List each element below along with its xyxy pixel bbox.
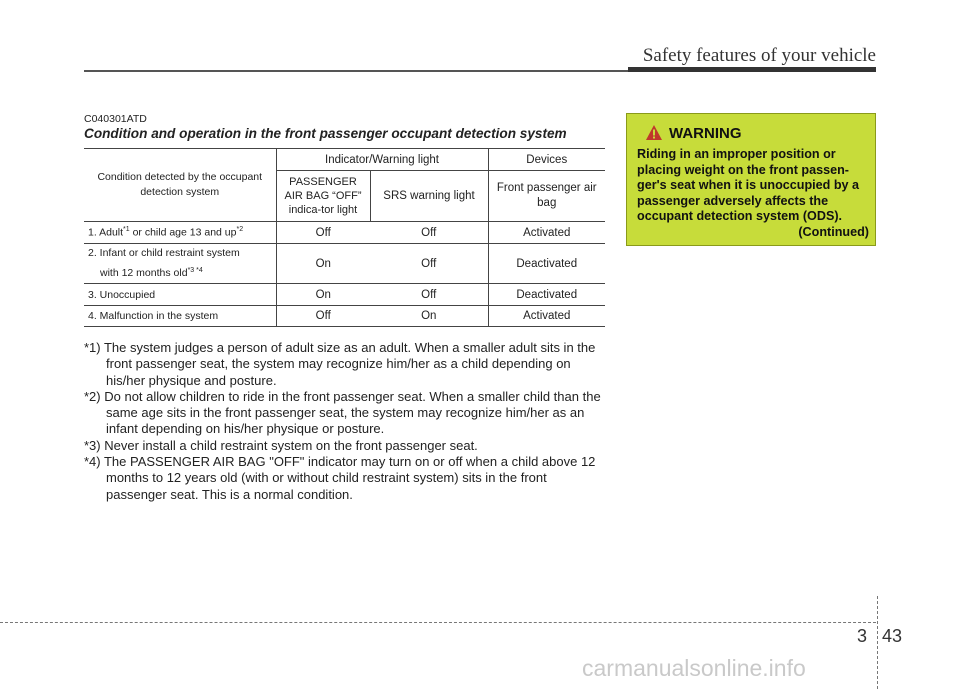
header-indicator-group: Indicator/Warning light xyxy=(276,149,488,171)
ods-table xyxy=(84,148,605,327)
footnote-1: *1) The system judges a person of adult size as an adult. When a smaller adult sits in the front passenger seat, the system may recognize him/her as a child depending on his/her physique and posture. xyxy=(84,340,596,388)
row-srs-value: Off xyxy=(370,222,488,244)
table-row xyxy=(84,244,605,284)
section-code: C040301ATD xyxy=(84,113,147,125)
row-airbag-value: Deactivated xyxy=(488,284,605,306)
row-airbag-value: Deactivated xyxy=(488,244,605,284)
footer-divider xyxy=(877,596,878,689)
header-devices: Devices xyxy=(488,149,605,171)
row-pab-value: On xyxy=(276,244,370,284)
footnotes xyxy=(84,340,604,503)
warning-text: Riding in an improper position or placing weight on the front passen-ger's seat when it is unoccupied by a passenger adversely affects the occupant detection system (ODS). xyxy=(637,147,860,224)
warning-triangle-icon xyxy=(645,124,663,145)
footnote-3: *3) Never install a child restraint system on the front passenger seat. xyxy=(84,437,478,453)
header-srs-light: SRS warning light xyxy=(370,171,488,222)
row-srs-value: On xyxy=(370,306,488,327)
header-bar xyxy=(628,67,876,72)
row-srs-value: Off xyxy=(370,244,488,284)
header-condition: Condition detected by the occupant detection system xyxy=(84,149,276,222)
row-pab-value: On xyxy=(276,284,370,306)
section-title: Condition and operation in the front passenger occupant detection system xyxy=(84,126,567,141)
warning-title: WARNING xyxy=(669,125,742,142)
footnote-2: *2) Do not allow children to ride in the front passenger seat. When a smaller child than the same age sits in the front passenger seat, the system may recognize him/her as an infant depending on his/her physique or posture. xyxy=(84,388,601,437)
table-row xyxy=(84,284,605,306)
table-row xyxy=(84,306,605,327)
chapter-number: 3 xyxy=(857,626,868,646)
row-condition: 3. Unoccupied xyxy=(84,284,276,306)
watermark: carmanualsonline.info xyxy=(582,655,806,681)
row-condition: 4. Malfunction in the system xyxy=(84,306,276,327)
footer-rule xyxy=(0,622,876,623)
page-number: 43 xyxy=(882,626,903,646)
footnote-4: *4) The PASSENGER AIR BAG "OFF" indicator may turn on or off when a child above 12 months to 12 years old (with or without child restraint system) sits in the front passenger seat. This is a normal condition. xyxy=(84,454,596,502)
header-front-airbag: Front passenger air bag xyxy=(488,171,605,222)
row-condition: 2. Infant or child restraint system with 12 months old$^{*3 *4}$ xyxy=(84,244,276,284)
row-airbag-value: Activated xyxy=(488,306,605,327)
warning-box xyxy=(626,113,876,246)
row-pab-value: Off xyxy=(276,222,370,244)
page-header-title: Safety features of your vehicle xyxy=(642,45,876,66)
header-pab-indicator: PASSENGER AIR BAG “OFF” indica-tor light xyxy=(276,171,370,222)
row-pab-value: Off xyxy=(276,306,370,327)
row-airbag-value: Activated xyxy=(488,222,605,244)
table-row xyxy=(84,222,605,244)
row-condition: 1. Adult$^{*1}$ or child age 13 and $up^{*2}$ xyxy=(84,222,276,244)
row-srs-value: Off xyxy=(370,284,488,306)
warning-continued: (Continued) xyxy=(798,224,869,239)
